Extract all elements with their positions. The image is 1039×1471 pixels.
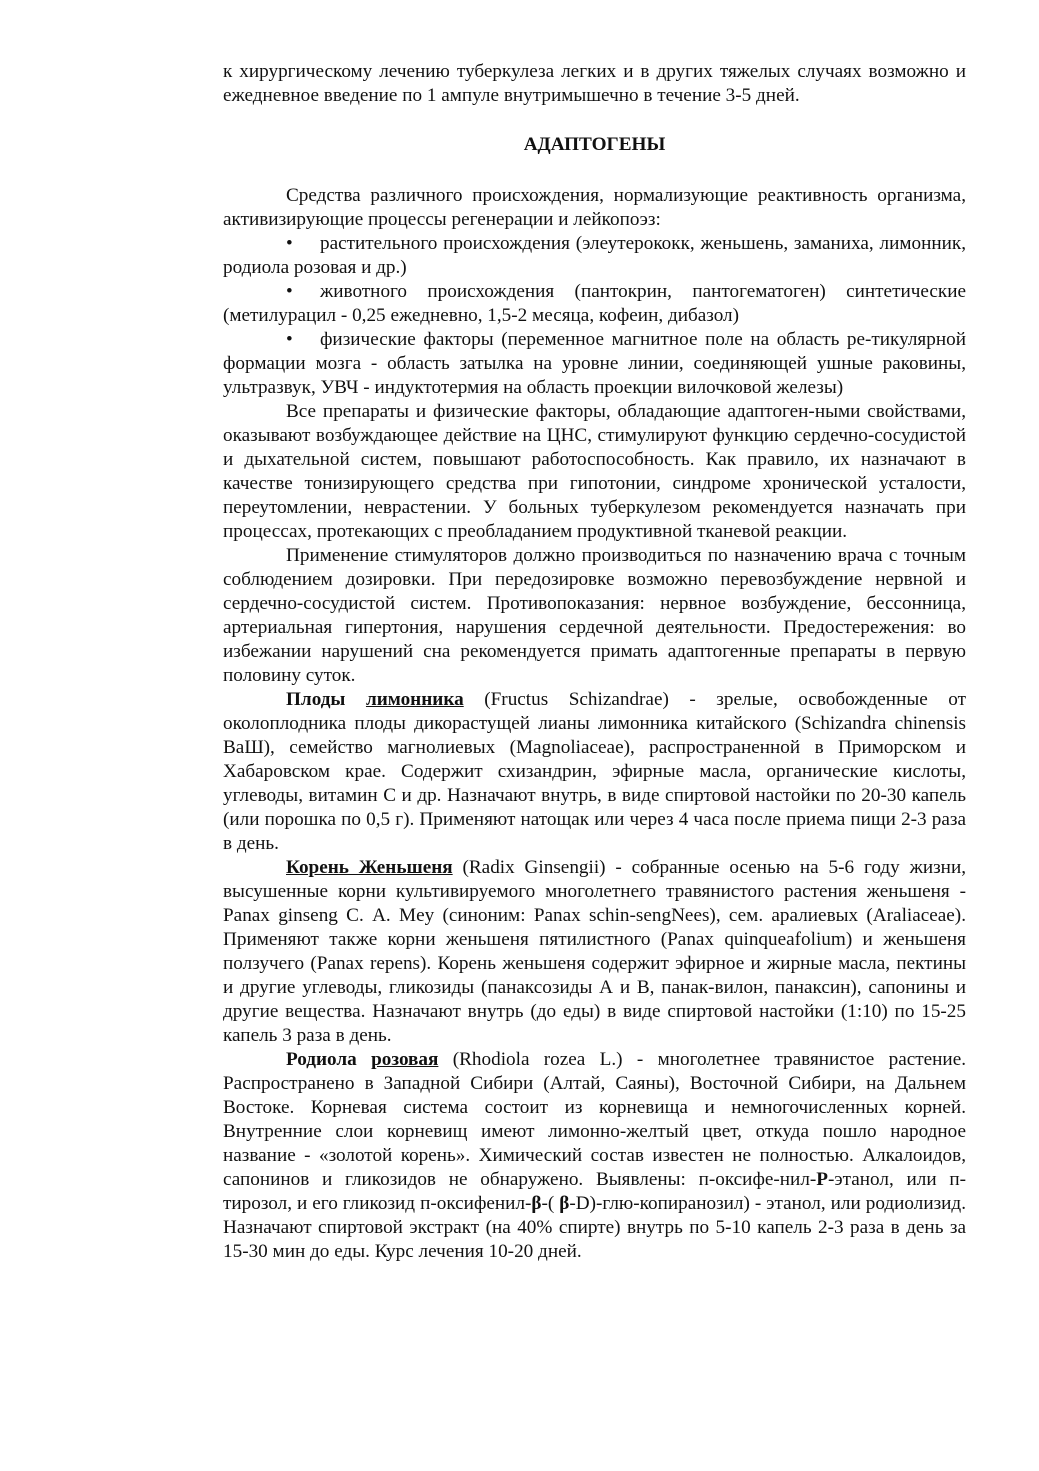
rhodiola-paragraph <box>223 1048 966 1264</box>
intro-paragraph: к хирургическому лечению туберкулеза легких и в других тяжелых случаях возможно и ежедневное введение по 1 ампуле внутримышечно в течение 3-5 дней. <box>223 61 966 106</box>
bullet-text: животного происхождения (пантокрин, пантогематоген) синтетические (метилурацил - 0,25 ежедневно, 1,5-2 месяца, кофеин, дибазол) <box>223 281 966 326</box>
bullet-item-physical <box>223 328 966 400</box>
bullet-text: растительного происхождения (элеутерококк, женьшень, заманиха, лимонник, родиола розовая и др.) <box>223 233 966 278</box>
usage-paragraph: Применение стимуляторов должно производиться по назначению врача с точным соблюдением дозировки. При передозировке возможно перевозбуждение нервной и сердечно-сосудистой систем. Противопоказания: нервное возбуждение, бессонница, артериальная гипертония, нарушения сердечной деятельности. Предостережения: во избежании нарушений сна рекомендуется примать адаптогенные препараты в первую половину суток. <box>223 545 966 686</box>
ginseng-paragraph <box>223 856 966 1048</box>
effects-paragraph: Все препараты и физические факторы, обладающие адаптоген-ными свойствами, оказывают возбуждающее действие на ЦНС, стимулируют функцию сердечно-сосудистой и дыхательной систем, повышают работоспособность. Как правило, их назначают в качестве тонизирующего средства при гипотонии, синдроме хронической усталости, переутомлении, неврастении. У больных туберкулезом рекомендуется назначать при процессах, протекающих с преобладанием продуктивной тканевой реакции. <box>223 401 966 542</box>
rhodiola-term-underlined: розовая <box>371 1049 439 1070</box>
bullet-item-animal <box>223 280 966 328</box>
rhodiola-description-1: (Rhodiola rozea L.) - многолетнее травянистое растение. Распространено в Западной Сибири (Алтай, Саяны), Восточной Сибири, на Дальнем Востоке. Корневая система состоит из корневища и немногочисленных корней. Внутренние слои корневищ имеют лимонно-желтый цвет, откуда пошло народное название - «золотой корень». Химический состав известен не полностью. Алкалоидов, сапонинов и гликозидов не обнаружено. Выявлены: п-оксифе-нил- <box>223 1049 967 1190</box>
schizandra-term-underlined: лимонника <box>365 689 464 710</box>
bullet-item-plant <box>223 232 966 280</box>
ginseng-description: (Radix Ginsengii) - собранные осенью на 5-6 году жизни, высушенные корни культивируемого многолетнего травянистого растения женьшеня - Panax ginseng С. А. Mey (синоним: Panax schin-sengNees), сем. аралиевых (Araliaceae). Применяют также корни женьшеня пятилистного (Panax quinqueafolium) и женьшеня ползучего (Panax repens). Корень женьшеня содержит эфирное и жирные масла, пектины и другие углеводы, гликозиды (панаксозиды А и В, панак-вилон, панаксин), сапонины и другие вещества. Назначают внутрь (до еды) в виде спиртовой настойки (1:10) по 15-25 капель 3 раза в день. <box>223 857 967 1046</box>
rhodiola-description-2: -этанол, или п-тирозол, и его гликозид п-оксифенил- <box>223 1169 966 1214</box>
bullet-mark: • <box>286 233 293 254</box>
rhodiola-description-4: -D)-глю-копиранозил) - этанол, или родиолизид. Назначают спиртовой экстракт (на 40% спирте) внутрь по 5-10 капель 2-3 раза в день за 15-30 мин до еды. Курс лечения 10-20 дней. <box>223 1193 966 1262</box>
section-heading: АДАПТОГЕНЫ <box>523 134 666 155</box>
schizandra-description: (Fructus Schizandrae) - зрелые, освобожденные от околоплодника плоды дикорастущей лианы лимонника китайского (Schizandra chinensis ВаШ), семейство магнолиевых (Magnoliaceae), распространенной в Приморском и Хабаровском крае. Содержит схизандрин, эфирные масла, органические кислоты, углеводы, витамин С и др. Назначают внутрь, в виде спиртовой настойки по 20-30 капель (или порошка по 0,5 г). Применяют натощак или через 4 часа после приема пищи 2-3 раза в день. <box>223 689 967 854</box>
rhodiola-description-3: -( <box>541 1193 560 1214</box>
document-page <box>223 60 966 1264</box>
rhodiola-term: Родиола <box>286 1049 357 1070</box>
schizandra-term: Плоды <box>286 689 346 710</box>
schizandra-paragraph <box>223 688 966 856</box>
rhodiola-symbol-beta-2: β <box>559 1193 570 1214</box>
rhodiola-symbol-beta-1: β <box>531 1193 542 1214</box>
ginseng-term: Корень Женьшеня <box>286 857 453 878</box>
rhodiola-symbol-p: Р <box>816 1169 829 1190</box>
definition-paragraph: Средства различного происхождения, нормализующие реактивность организма, активизирующие процессы регенерации и лейкопоэз: <box>223 185 966 230</box>
bullet-text: физические факторы (переменное магнитное поле на область ре-тикулярной формации мозга - область затылка на уровне линии, соединяющей ушные раковины, ультразвук, УВЧ - индуктотермия на область проекции вилочковой железы) <box>223 329 966 398</box>
bullet-mark: • <box>286 281 293 302</box>
bullet-mark: • <box>286 329 293 350</box>
